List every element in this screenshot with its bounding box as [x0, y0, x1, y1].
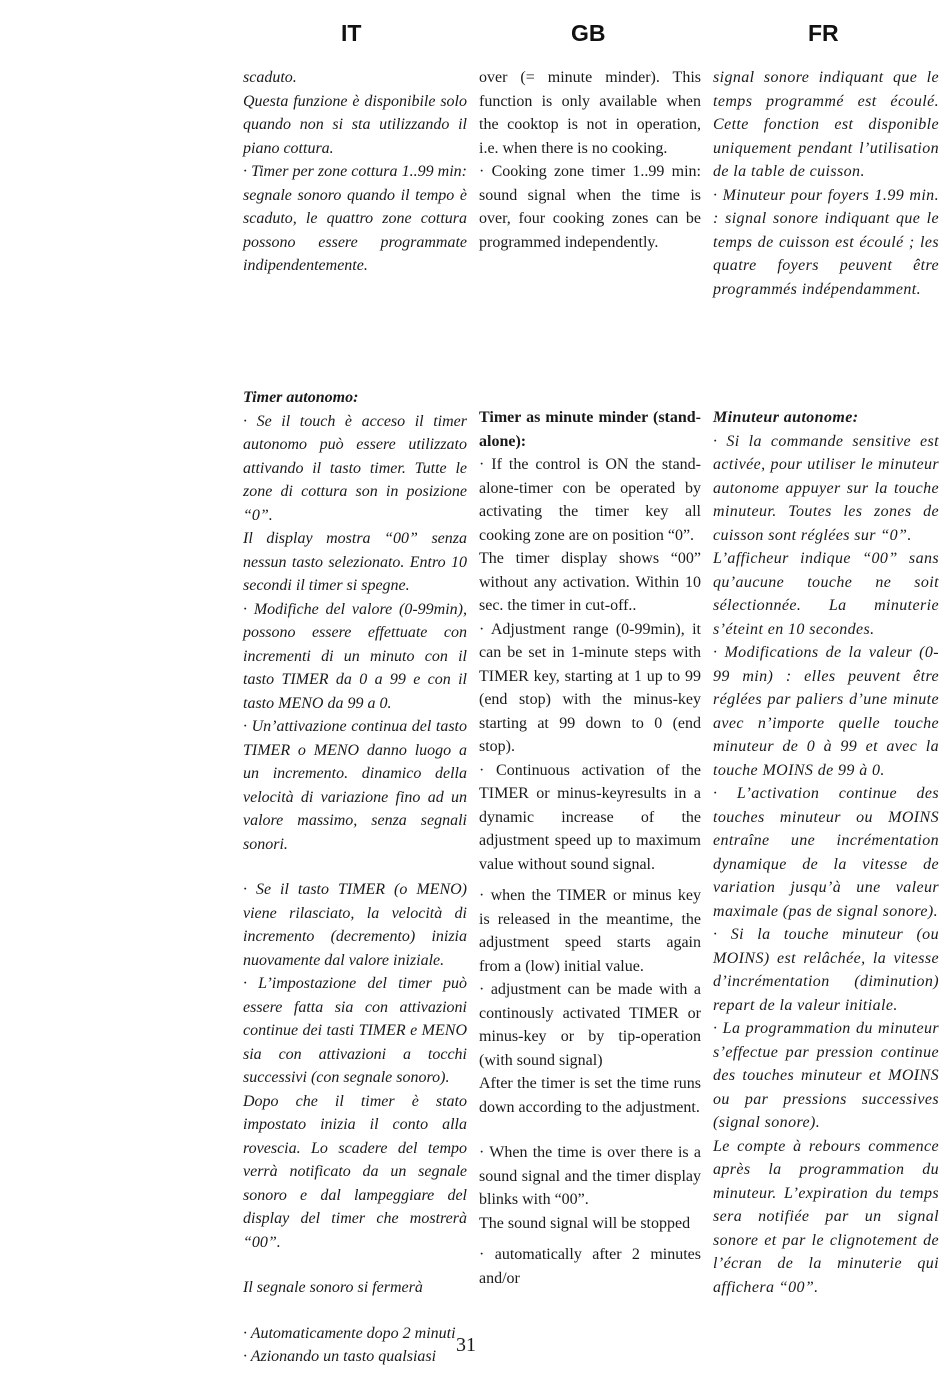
- gb-p3: · Adjustment range (0-99min), it can be set in 1-minute steps with TIMER key, starting at 1 up to 99 (end stop) with the minus-key starting at 99 down to 0 (end stop).: [479, 620, 701, 755]
- fr-p3: · Modifications de la valeur (0-99 min) : elles peuvent être réglées par paliers d’une minute avec n’importe quelle touche minuteur de 0 à 99 et avec la touche MOINS de 99 à 0.: [713, 644, 939, 779]
- fr-p5: · Si la touche minuteur (ou MOINS) est relâchée, la vitesse d’incrémentation (diminution) repart de la valeur initiale.: [713, 926, 939, 1014]
- it-p7: Dopo che il timer è stato impostato inizia il conto alla rovescia. Lo scadere del tempo verrà notificato da un segnale sonoro e dal lampeggiare del display del timer che mostrerà “00”.: [243, 1092, 467, 1251]
- it-p9: · Automaticamente dopo 2 minuti: [243, 1324, 456, 1342]
- top-gb-p0: over (= minute minder). This function is only available when the cooktop is not in operation, i.e. when there is no cooking.: [479, 69, 701, 157]
- fr-p4: · L’activation continue des touches minuteur ou MOINS entraîne une incrémentation dynamique de la vitesse de variation jusqu’à une valeur maximale (pas de signal sonore).: [713, 785, 939, 920]
- top-fr-p1: · Minuteur pour foyers 1.99 min. : signal sonore indiquant que le temps de cuisson est écoulé ; les quatre foyers peuvent être programmés indépendamment.: [713, 186, 939, 298]
- top-it-column: [243, 66, 467, 278]
- bottom-gb-column: [479, 406, 701, 1290]
- it-p2: Il display mostra “00” senza nessun tasto selezionato. Entro 10 secondi il timer si spegne.: [243, 530, 467, 594]
- it-p3: · Modifiche del valore (0-99min), possono essere effettuate con incrementi di un minuto con il tasto TIMER da 0 a 99 e con il tasto MENO da 99 a 0.: [243, 600, 467, 712]
- gb-heading: Timer as minute minder (stand-alone):: [479, 409, 701, 450]
- it-heading: Timer autonomo:: [243, 389, 359, 406]
- bottom-fr-column: [713, 406, 939, 1299]
- gb-p7: After the timer is set the time runs down according to the adjustment.: [479, 1075, 701, 1116]
- top-gb-column: [479, 66, 701, 254]
- gb-p8: · When the time is over there is a sound signal and the timer display blinks with “00”.: [479, 1144, 701, 1208]
- page-number: 31: [456, 1334, 476, 1356]
- fr-heading: Minuteur autonome:: [713, 409, 859, 426]
- fr-p2: L’afficheur indique “00” sans qu’aucune touche ne soit sélectionnée. La minuterie s’éteint en 10 secondes.: [713, 550, 939, 638]
- top-gb-p1: · Cooking zone timer 1..99 min: sound signal when the time is over, four cooking zones can be programmed independently.: [479, 163, 701, 251]
- gb-p2: The timer display shows “00” without any activation. Within 10 sec. the timer in cut-off..: [479, 550, 701, 614]
- fr-p6: · La programmation du minuteur s’effectue par pression continue des touches minuteur et MOINS ou par pressions successives (signal sonore).: [713, 1020, 939, 1131]
- it-p10: · Azionando un tasto qualsiasi: [243, 1348, 437, 1365]
- gb-p1: · If the control is ON the stand-alone-timer con be operated by activating the timer key all cooking zone are on position “0”.: [479, 456, 701, 544]
- top-fr-p0: signal sonore indiquant que le temps programmé est écoulé. Cette fonction est disponible uniquement pendant l’utilisation de la table de cuisson.: [713, 69, 939, 180]
- gb-p4: · Continuous activation of the TIMER or minus-keyresults in a dynamic increase of the adjustment speed up to maximum value without sound signal.: [479, 761, 701, 873]
- top-it-p1: Questa funzione è disponibile solo quando non si sta utilizzando il piano cottura.: [243, 92, 467, 157]
- top-it-p0: scaduto.: [243, 69, 297, 86]
- fr-p7: Le compte à rebours commence après la programmation du minuteur. L’expiration du temps sera notifiée par un signal sonore et par le clignotement de l’écran de la minuterie qui affichera “00”.: [713, 1137, 939, 1296]
- fr-p1: · Si la commande sensitive est activée, pour utiliser le minuteur autonome appuyer sur la touche minuteur. Toutes les zones de cuisson sont réglées sur “0”.: [713, 432, 939, 544]
- it-p4: · Un’attivazione continua del tasto TIMER o MENO danno luogo a un incremento. dinamico della velocità di variazione fino ad un valore massimo, senza segnali sonori.: [243, 718, 467, 853]
- top-it-p2: · Timer per zone cottura 1..99 min: segnale sonoro quando il tempo è scaduto, le quattro zone cottura possono essere programmate indipendentemente.: [243, 163, 467, 274]
- gb-p10: · automatically after 2 minutes and/or: [479, 1246, 701, 1287]
- header-it: IT: [341, 20, 362, 46]
- bottom-it-column: [243, 386, 467, 1369]
- header-fr: FR: [808, 20, 839, 46]
- header-gb: GB: [571, 20, 606, 46]
- it-p1: · Se il touch è acceso il timer autonomo può essere utilizzato attivando il tasto timer. Tutte le zone di cottura son in posizione “0”.: [243, 412, 467, 524]
- top-fr-column: [713, 66, 939, 301]
- gb-p5: · when the TIMER or minus key is released in the meantime, the adjustment speed starts again from a (low) initial value.: [479, 887, 701, 975]
- it-p6: · L’impostazione del timer può essere fatta sia con attivazioni continue dei tasti TIMER e MENO sia con attivazioni a tocchi successivi (con segnale sonoro).: [243, 975, 467, 1086]
- gb-p6: · adjustment can be made with a continously activated TIMER or minus-key or by tip-operation (with sound signal): [479, 981, 701, 1069]
- gb-p9: The sound signal will be stopped: [479, 1214, 691, 1232]
- it-p8: Il segnale sonoro si fermerà: [243, 1279, 423, 1296]
- it-p5: · Se il tasto TIMER (o MENO) viene rilasciato, la velocità di incremento (decremento) inizia nuovamente dal valore iniziale.: [243, 881, 467, 969]
